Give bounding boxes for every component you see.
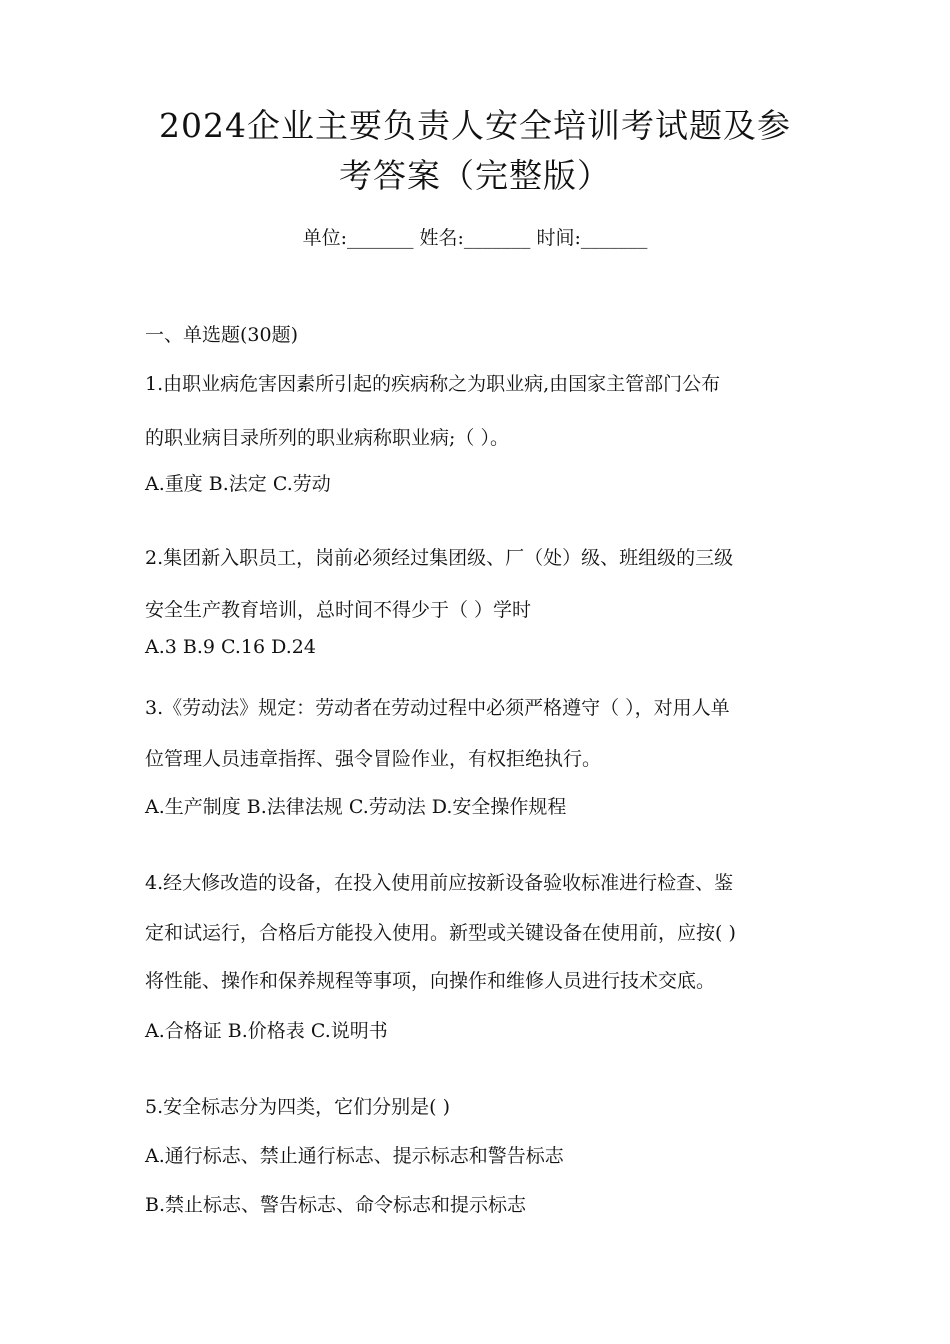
question-3-options: A.生产制度 B.法律法规 C.劳动法 D.安全操作规程 <box>145 796 567 818</box>
question-5-option-b: B.禁止标志、警告标志、命令标志和提示标志 <box>145 1194 527 1216</box>
question-2-stem-line-2: 安全生产教育培训，总时间不得少于（ ）学时 <box>145 599 532 621</box>
question-4-stem-line-1: 4.经大修改造的设备，在投入使用前应按新设备验收标准进行检查、鉴 <box>145 872 734 894</box>
document-title-line-1: 2024企业主要负责人安全培训考试题及参 <box>159 106 791 145</box>
document-title-line-2: 考答案（完整版） <box>339 156 611 195</box>
question-3-stem-line-2: 位管理人员违章指挥、强令冒险作业，有权拒绝执行。 <box>145 748 602 770</box>
question-5-stem-line-1: 5.安全标志分为四类，它们分别是( ) <box>145 1096 450 1118</box>
question-3-stem-line-1: 3.《劳动法》规定：劳动者在劳动过程中必须严格遵守（ ），对用人单 <box>145 697 730 719</box>
question-1-stem-line-2: 的职业病目录所列的职业病称职业病;（ ）。 <box>145 427 509 449</box>
question-1-stem-line-1: 1.由职业病危害因素所引起的疾病称之为职业病,由国家主管部门公布 <box>145 373 721 395</box>
question-2-options: A.3 B.9 C.16 D.24 <box>145 636 316 658</box>
question-4-stem-line-3: 将性能、操作和保养规程等事项，向操作和维修人员进行技术交底。 <box>145 970 716 992</box>
section-heading: 一、单选题(30题) <box>145 324 299 346</box>
question-5-option-a: A.通行标志、禁止通行标志、提示标志和警告标志 <box>145 1145 564 1167</box>
question-1-options: A.重度 B.法定 C.劳动 <box>145 473 331 495</box>
question-2-stem-line-1: 2.集团新入职员工，岗前必须经过集团级、厂（处）级、班组级的三级 <box>145 547 734 569</box>
question-4-options: A.合格证 B.价格表 C.说明书 <box>145 1020 388 1042</box>
question-4-stem-line-2: 定和试运行，合格后方能投入使用。新型或关键设备在使用前，应按( ) <box>145 922 736 944</box>
exam-info-line: 单位:_______ 姓名:_______ 时间:_______ <box>302 227 648 249</box>
